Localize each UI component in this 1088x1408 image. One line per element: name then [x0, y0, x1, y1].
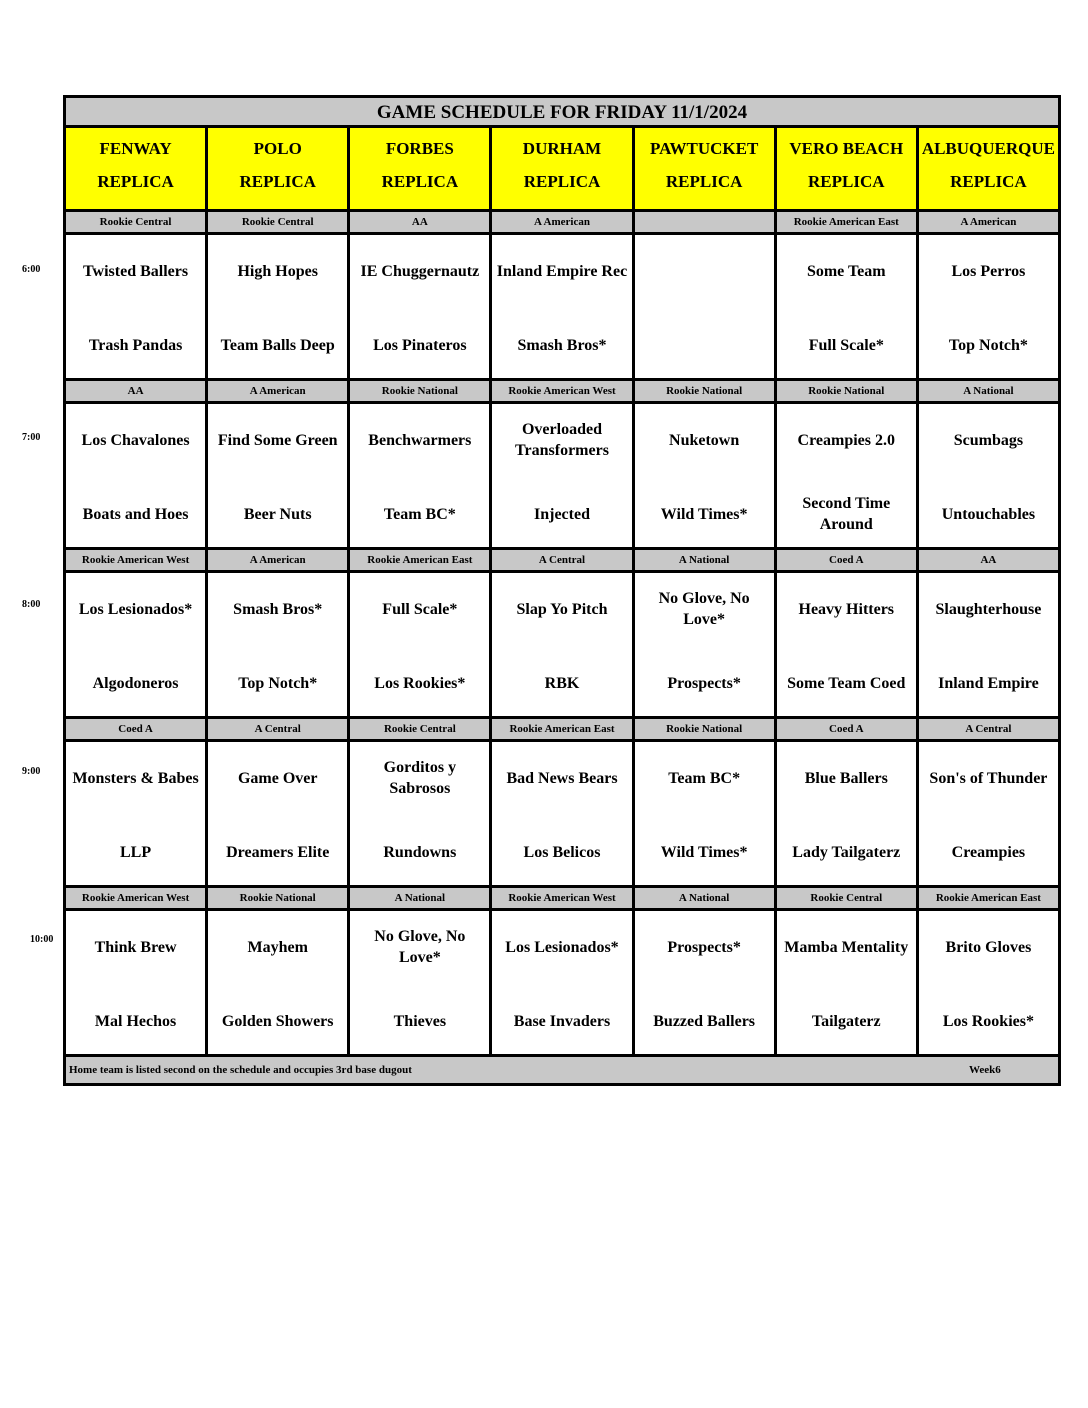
- away-team: Think Brew: [94, 938, 177, 956]
- home-team: Buzzed Ballers: [653, 1012, 756, 1030]
- home-team: Top Notch*: [948, 336, 1028, 354]
- home-team: Algodoneros: [92, 674, 179, 692]
- week-label: Week6: [969, 1064, 1001, 1076]
- home-team: Golden Showers: [221, 1012, 334, 1030]
- field-header: [777, 128, 916, 209]
- game-cell: [492, 404, 631, 547]
- division-label: Rookie American West: [66, 550, 205, 570]
- away-team: Full Scale*: [382, 600, 458, 618]
- game-cell: [66, 404, 205, 547]
- home-team: Some Team Coed: [787, 674, 906, 692]
- home-team: Wild Times*: [660, 505, 748, 523]
- game-cell: [66, 235, 205, 378]
- away-team: Prospects*: [667, 938, 741, 956]
- game-cell: [208, 404, 347, 547]
- division-label: [635, 212, 774, 232]
- division-label: A American: [492, 212, 631, 232]
- away-team: No Glove, No Love*: [658, 590, 750, 628]
- division-row: [66, 212, 1058, 232]
- division-label: A American: [208, 550, 347, 570]
- division-label: Rookie American East: [919, 888, 1058, 908]
- game-cell: [350, 573, 489, 716]
- away-team: IE Chuggernautz: [360, 262, 480, 280]
- game-cell: [777, 573, 916, 716]
- home-team: Top Notch*: [238, 674, 318, 692]
- away-team: Team BC*: [668, 769, 741, 787]
- division-label: Rookie American East: [350, 550, 489, 570]
- away-team: Mamba Mentality: [784, 938, 909, 956]
- schedule-title: GAME SCHEDULE FOR FRIDAY 11/1/2024: [66, 98, 1058, 128]
- away-team: Son's of Thunder: [929, 769, 1048, 787]
- game-cell: [635, 404, 774, 547]
- game-cell: [919, 573, 1058, 716]
- away-team: No Glove, No Love*: [374, 928, 466, 966]
- games-row: [66, 742, 1058, 885]
- division-label: A National: [919, 381, 1058, 401]
- game-cell: [777, 235, 916, 378]
- field-header-row: [66, 128, 1058, 209]
- home-team: Inland Empire: [938, 674, 1039, 692]
- home-team: RBK: [544, 674, 580, 692]
- time-label: 10:00: [30, 934, 54, 945]
- home-team: Second Time Around: [802, 495, 891, 533]
- division-label: Rookie National: [350, 381, 489, 401]
- home-team: Prospects*: [667, 674, 741, 692]
- time-column: [0, 0, 64, 1100]
- away-team: Slap Yo Pitch: [516, 600, 608, 618]
- game-cell: [66, 911, 205, 1054]
- home-team: Beer Nuts: [243, 505, 312, 523]
- division-label: Rookie American West: [492, 381, 631, 401]
- away-team: Bad News Bears: [506, 769, 618, 787]
- game-cell: [777, 404, 916, 547]
- division-label: A National: [635, 888, 774, 908]
- division-label: Rookie Central: [66, 212, 205, 232]
- home-team: Los Rookies*: [942, 1012, 1034, 1030]
- footer-note: Home team is listed second on the schedule and occupies 3rd base dugout: [69, 1064, 412, 1076]
- away-team: [637, 249, 772, 293]
- away-team: Game Over: [237, 769, 318, 787]
- game-cell: [350, 911, 489, 1054]
- division-label: AA: [350, 212, 489, 232]
- game-cell: [635, 235, 774, 378]
- division-label: Rookie National: [635, 719, 774, 739]
- away-team: Monsters & Babes: [72, 769, 199, 787]
- away-team: Blue Ballers: [804, 769, 888, 787]
- game-cell: [492, 911, 631, 1054]
- home-team: Full Scale*: [808, 336, 884, 354]
- game-cell: [350, 235, 489, 378]
- division-label: A National: [635, 550, 774, 570]
- home-team: Rundowns: [383, 843, 457, 861]
- home-team: Mal Hechos: [94, 1012, 177, 1030]
- away-team: Creampies 2.0: [797, 431, 895, 449]
- division-label: Rookie Central: [777, 888, 916, 908]
- away-team: Nuketown: [669, 431, 740, 449]
- home-team: Injected: [534, 505, 590, 523]
- time-label: 9:00: [22, 766, 41, 777]
- away-team: High Hopes: [237, 262, 318, 280]
- division-label: A Central: [208, 719, 347, 739]
- division-label: A National: [350, 888, 489, 908]
- division-label: Rookie American East: [777, 212, 916, 232]
- field-name: POLO: [253, 139, 302, 158]
- field-name: FENWAY: [99, 139, 172, 158]
- field-name: VERO BEACH: [789, 139, 904, 158]
- home-team: Boats and Hoes: [82, 505, 189, 523]
- division-label: A Central: [492, 550, 631, 570]
- game-cell: [777, 911, 916, 1054]
- field-name: PAWTUCKET: [649, 139, 759, 158]
- division-label: Rookie National: [208, 888, 347, 908]
- games-row: [66, 404, 1058, 547]
- away-team: Some Team: [806, 262, 886, 280]
- game-cell: [919, 235, 1058, 378]
- away-team: Benchwarmers: [368, 431, 472, 449]
- game-cell: [777, 742, 916, 885]
- division-label: A American: [208, 381, 347, 401]
- game-cell: [492, 573, 631, 716]
- game-cell: [208, 742, 347, 885]
- division-label: Rookie Central: [208, 212, 347, 232]
- time-label: 8:00: [22, 599, 41, 610]
- away-team: Overloaded Transformers: [515, 421, 609, 459]
- away-team: Gorditos y Sabrosos: [383, 759, 457, 797]
- time-label: 7:00: [22, 432, 41, 443]
- division-label: Coed A: [66, 719, 205, 739]
- home-team: Team BC*: [383, 505, 456, 523]
- away-team: Slaughterhouse: [935, 600, 1042, 618]
- away-team: Find Some Green: [217, 431, 338, 449]
- field-sub: REPLICA: [665, 172, 743, 191]
- home-team: Creampies: [951, 843, 1026, 861]
- game-cell: [635, 573, 774, 716]
- division-label: Rookie American West: [492, 888, 631, 908]
- away-team: Brito Gloves: [945, 938, 1032, 956]
- away-team: Los Lesionados*: [505, 938, 619, 956]
- away-team: Scumbags: [953, 431, 1024, 449]
- division-label: A Central: [919, 719, 1058, 739]
- field-header: [919, 128, 1058, 209]
- away-team: Twisted Ballers: [83, 262, 189, 280]
- division-label: Rookie National: [635, 381, 774, 401]
- home-team: Smash Bros*: [517, 336, 607, 354]
- time-label: 6:00: [22, 264, 41, 275]
- game-cell: [635, 911, 774, 1054]
- away-team: Los Chavalones: [81, 431, 190, 449]
- home-team: Lady Tailgaterz: [792, 843, 901, 861]
- away-team: Heavy Hitters: [798, 600, 895, 618]
- division-label: Coed A: [777, 719, 916, 739]
- division-label: AA: [919, 550, 1058, 570]
- field-name: DURHAM: [522, 139, 602, 158]
- game-cell: [350, 404, 489, 547]
- away-team: Los Perros: [951, 262, 1026, 280]
- schedule-table: [63, 95, 1061, 1086]
- home-team: Thieves: [393, 1012, 447, 1030]
- division-row: [66, 381, 1058, 401]
- game-cell: [919, 742, 1058, 885]
- division-row: [66, 888, 1058, 908]
- home-team: Los Pinateros: [373, 336, 467, 354]
- home-team: LLP: [120, 843, 152, 861]
- home-team: Trash Pandas: [88, 336, 183, 354]
- field-sub: REPLICA: [381, 172, 459, 191]
- field-sub: REPLICA: [950, 172, 1027, 191]
- field-name: FORBES: [385, 139, 454, 158]
- home-team: Los Belicos: [523, 843, 601, 861]
- field-header: [635, 128, 774, 209]
- home-team: Los Rookies*: [374, 674, 466, 692]
- division-row: [66, 719, 1058, 739]
- away-team: Mayhem: [247, 938, 308, 956]
- division-row: [66, 550, 1058, 570]
- home-team: Untouchables: [941, 505, 1036, 523]
- field-header: [66, 128, 205, 209]
- field-sub: REPLICA: [523, 172, 601, 191]
- division-label: Rookie National: [777, 381, 916, 401]
- game-cell: [208, 573, 347, 716]
- games-row: [66, 235, 1058, 378]
- away-team: Los Lesionados*: [78, 600, 193, 618]
- home-team: Base Invaders: [513, 1012, 611, 1030]
- games-row: [66, 573, 1058, 716]
- field-header: [492, 128, 631, 209]
- field-sub: REPLICA: [808, 172, 885, 191]
- game-cell: [66, 573, 205, 716]
- field-name: ALBUQUERQUE: [921, 139, 1055, 158]
- field-header: [350, 128, 489, 209]
- game-cell: [66, 742, 205, 885]
- division-label: Rookie Central: [350, 719, 489, 739]
- division-label: Rookie American West: [66, 888, 205, 908]
- away-team: Inland Empire Rec: [496, 262, 628, 280]
- game-cell: [350, 742, 489, 885]
- games-row: [66, 911, 1058, 1054]
- away-team: Smash Bros*: [233, 600, 323, 618]
- division-label: A American: [919, 212, 1058, 232]
- game-cell: [208, 911, 347, 1054]
- home-team: Wild Times*: [660, 843, 748, 861]
- division-label: Coed A: [777, 550, 916, 570]
- division-label: Rookie American East: [492, 719, 631, 739]
- home-team: Team Balls Deep: [220, 336, 335, 354]
- game-cell: [492, 742, 631, 885]
- field-sub: REPLICA: [239, 172, 316, 191]
- game-cell: [919, 911, 1058, 1054]
- home-team: Dreamers Elite: [226, 843, 330, 861]
- game-cell: [492, 235, 631, 378]
- footer-bar: [66, 1057, 1058, 1083]
- field-sub: REPLICA: [97, 172, 174, 191]
- home-team: Tailgaterz: [811, 1012, 881, 1030]
- field-header: [208, 128, 347, 209]
- home-team: [637, 323, 772, 367]
- game-cell: [208, 235, 347, 378]
- division-label: AA: [66, 381, 205, 401]
- game-cell: [919, 404, 1058, 547]
- game-cell: [635, 742, 774, 885]
